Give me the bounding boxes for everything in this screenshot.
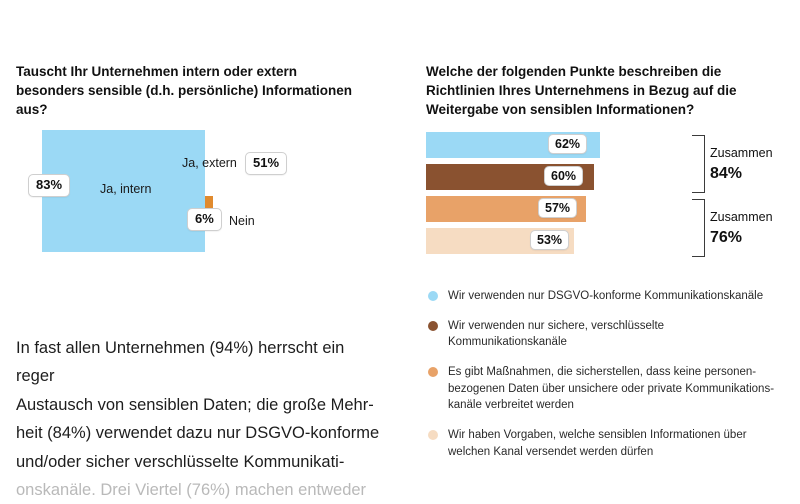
value-pill-ja-extern: 51%	[245, 152, 287, 175]
paragraph-line: und/oder sicher verschlüsselte Kommunikati-	[16, 452, 345, 471]
legend-dot-icon	[428, 367, 438, 377]
summary-paragraph	[16, 334, 386, 504]
paragraph-line: Austausch von sensiblen Daten; die große Mehr-	[16, 395, 374, 414]
bar-row	[426, 132, 706, 158]
legend-dot-icon	[428, 291, 438, 301]
paragraph-line-clipped: onskanäle. Drei Viertel (76%) machen entweder	[16, 480, 367, 499]
bar-row	[426, 196, 706, 222]
value-pill-53: 53%	[530, 230, 569, 250]
value-pill-nein: 6%	[187, 208, 222, 231]
legend-item-label: Wir haben Vorgaben, welche sensiblen Informationen über welchen Kanal versendet werden dürfen	[448, 429, 747, 458]
legend-dot-icon	[428, 321, 438, 331]
legend-item-label: Wir verwenden nur DSGVO-konforme Kommunikationskanäle	[448, 290, 764, 302]
right-question-title: Welche der folgenden Punkte beschreiben die Richtlinien Ihres Unternehmens in Bezug auf die Weitergabe von sensiblen Informationen?	[426, 64, 737, 118]
paragraph-line: In fast allen Unternehmen (94%) herrscht ein reger	[16, 339, 345, 386]
label-ja-extern: Ja, extern	[182, 156, 237, 170]
bar-row	[426, 164, 706, 190]
group-brace-bottom	[692, 199, 705, 257]
legend-dot-icon	[428, 430, 438, 440]
label-ja-intern: Ja, intern	[100, 182, 152, 196]
legend-item	[426, 427, 786, 460]
bar-row	[426, 228, 706, 254]
legend-item	[426, 364, 786, 414]
group-total-bottom	[710, 209, 773, 248]
left-chart-panel	[0, 0, 400, 499]
value-pill-62: 62%	[548, 134, 587, 154]
group-total-value: 76%	[710, 228, 743, 246]
label-nein: Nein	[229, 214, 255, 228]
right-bar-chart	[426, 132, 706, 254]
legend-item	[426, 288, 786, 305]
paragraph-line: heit (84%) verwendet dazu nur DSGVO-konforme	[16, 424, 380, 443]
group-brace-top	[692, 135, 705, 193]
legend-item-label: Wir verwenden nur sichere, verschlüsselte Kommunikationskanäle	[448, 319, 665, 349]
legend-item-label: Es gibt Maßnahmen, die sicherstellen, dass keine personen-bezogenen Daten über unsichere oder private Kommunikations-kanäle verbreitet werden	[448, 366, 775, 412]
left-question-title: Tauscht Ihr Unternehmen intern oder extern besonders sensible (d.h. persönliche) Informationen aus?	[16, 64, 353, 118]
value-pill-ja-intern: 83%	[28, 174, 70, 197]
group-total-value: 84%	[710, 164, 743, 182]
right-chart-panel	[400, 0, 800, 458]
group-total-top	[710, 145, 773, 184]
value-pill-57: 57%	[538, 198, 577, 218]
left-mosaic-chart	[36, 130, 342, 252]
legend-item	[426, 318, 786, 351]
value-pill-60: 60%	[544, 166, 583, 186]
group-total-label: Zusammen	[710, 210, 773, 224]
legend	[426, 288, 786, 473]
group-total-label: Zusammen	[710, 146, 773, 160]
